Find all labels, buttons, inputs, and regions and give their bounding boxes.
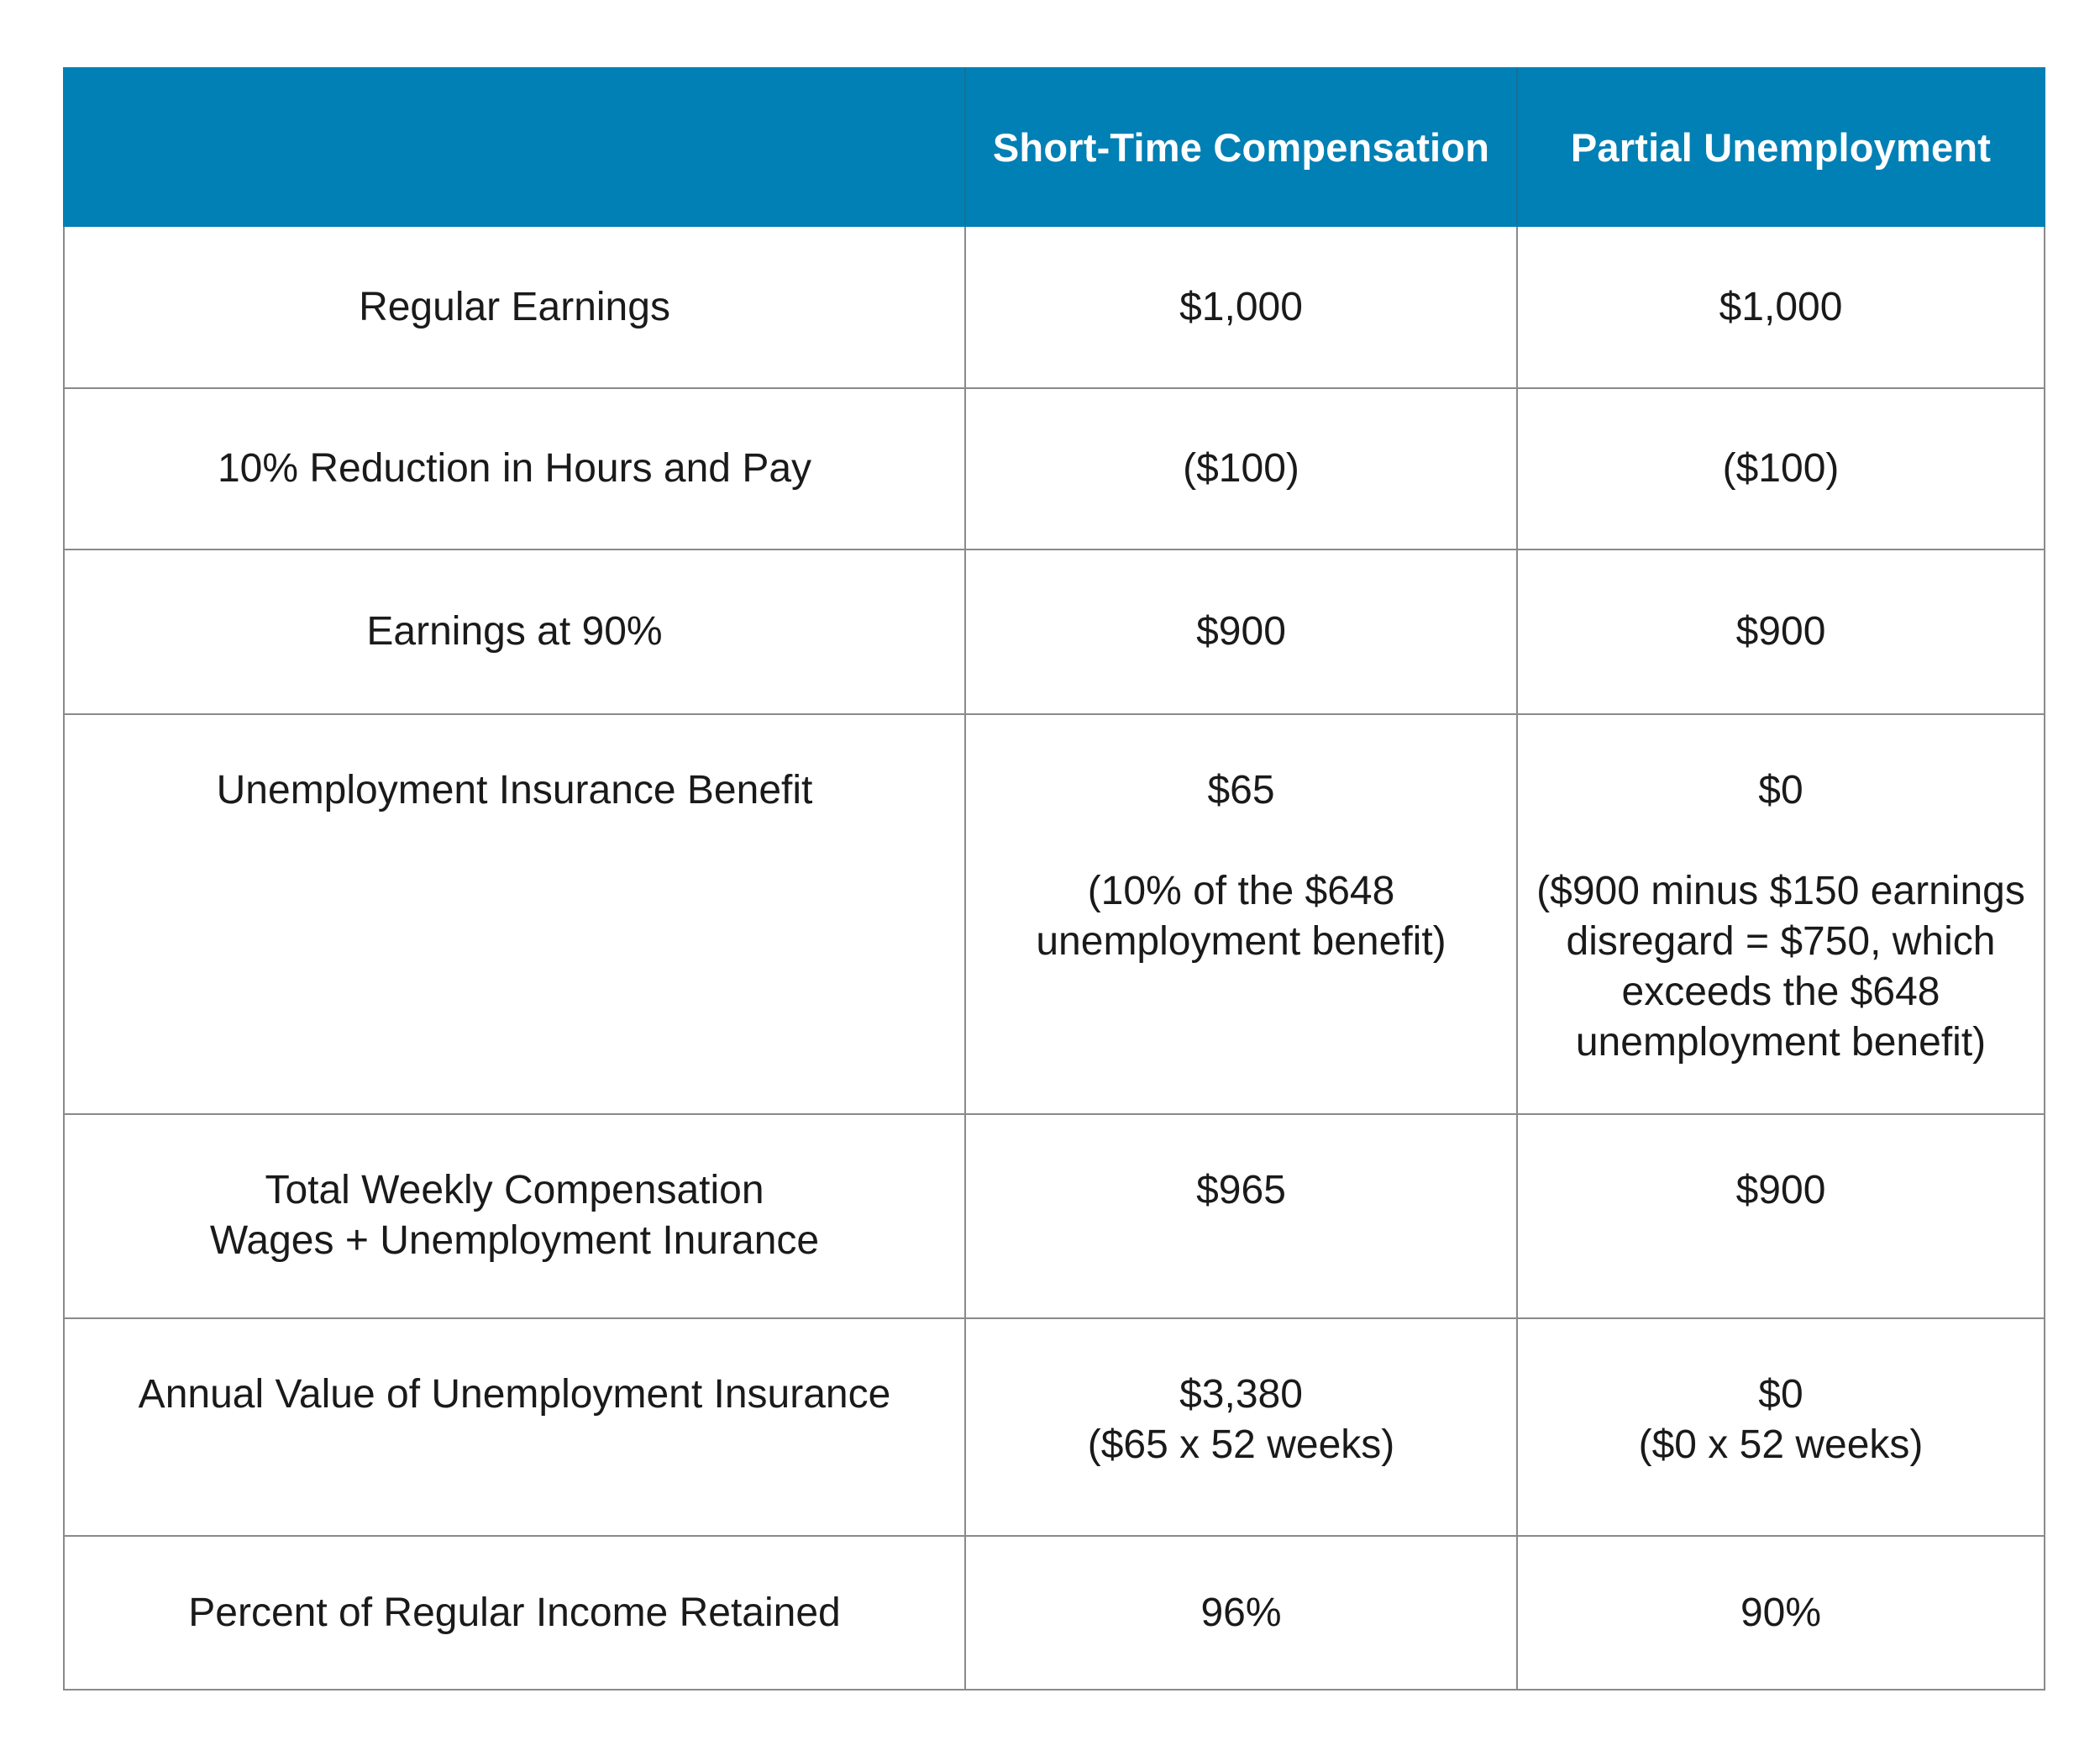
pu-cell [1517, 714, 2045, 1114]
table-row [64, 549, 2045, 714]
row-label-text: Unemployment Insurance Benefit [216, 768, 813, 812]
pu-value: $0 [1758, 768, 1803, 812]
stc-note: (10% of the $648 unemployment benefit) [1036, 869, 1446, 964]
stc-cell [965, 1318, 1517, 1536]
pu-value: ($100) [1517, 388, 2045, 549]
row-label [64, 714, 965, 1114]
pu-value: 90% [1517, 1536, 2045, 1690]
row-label: Percent of Regular Income Retained [64, 1536, 965, 1690]
stc-note: ($65 x 52 weeks) [1087, 1422, 1395, 1467]
pu-note: ($900 minus $150 earnings disregard = $750, which exceeds the $648 unemployment benefit) [1536, 869, 2025, 1065]
stc-value: ($100) [965, 388, 1517, 549]
table-row [64, 1114, 2045, 1318]
stc-value: 96% [965, 1536, 1517, 1690]
pu-value: $1,000 [1517, 226, 2045, 388]
header-short-time-compensation: Short-Time Compensation [965, 68, 1517, 226]
row-label: Earnings at 90% [64, 549, 965, 714]
table-row [64, 1318, 2045, 1536]
row-label: Regular Earnings [64, 226, 965, 388]
row-label [64, 1114, 965, 1318]
stc-value: $65 [1207, 768, 1275, 812]
table-row [64, 388, 2045, 549]
stc-cell [965, 714, 1517, 1114]
row-label-line-2: Wages + Unemployment Inurance [209, 1218, 820, 1263]
row-label: Annual Value of Unemployment Insurance [64, 1318, 965, 1536]
stc-value: $1,000 [965, 226, 1517, 388]
pu-value: $0 [1758, 1372, 1803, 1417]
stc-value: $965 [965, 1114, 1517, 1318]
header-row [64, 68, 2045, 226]
pu-value: $900 [1517, 549, 2045, 714]
pu-cell [1517, 1318, 2045, 1536]
header-partial-unemployment: Partial Unemployment [1517, 68, 2045, 226]
stc-value: $3,380 [1179, 1372, 1303, 1417]
table-row [64, 226, 2045, 388]
row-label: 10% Reduction in Hours and Pay [64, 388, 965, 549]
pu-note: ($0 x 52 weeks) [1638, 1422, 1924, 1467]
table-row [64, 714, 2045, 1114]
row-label-line-1: Total Weekly Compensation [265, 1168, 764, 1212]
header-blank-cell [64, 68, 965, 226]
pu-value: $900 [1517, 1114, 2045, 1318]
stc-value: $900 [965, 549, 1517, 714]
comparison-table [63, 67, 2045, 1691]
table-row [64, 1536, 2045, 1690]
